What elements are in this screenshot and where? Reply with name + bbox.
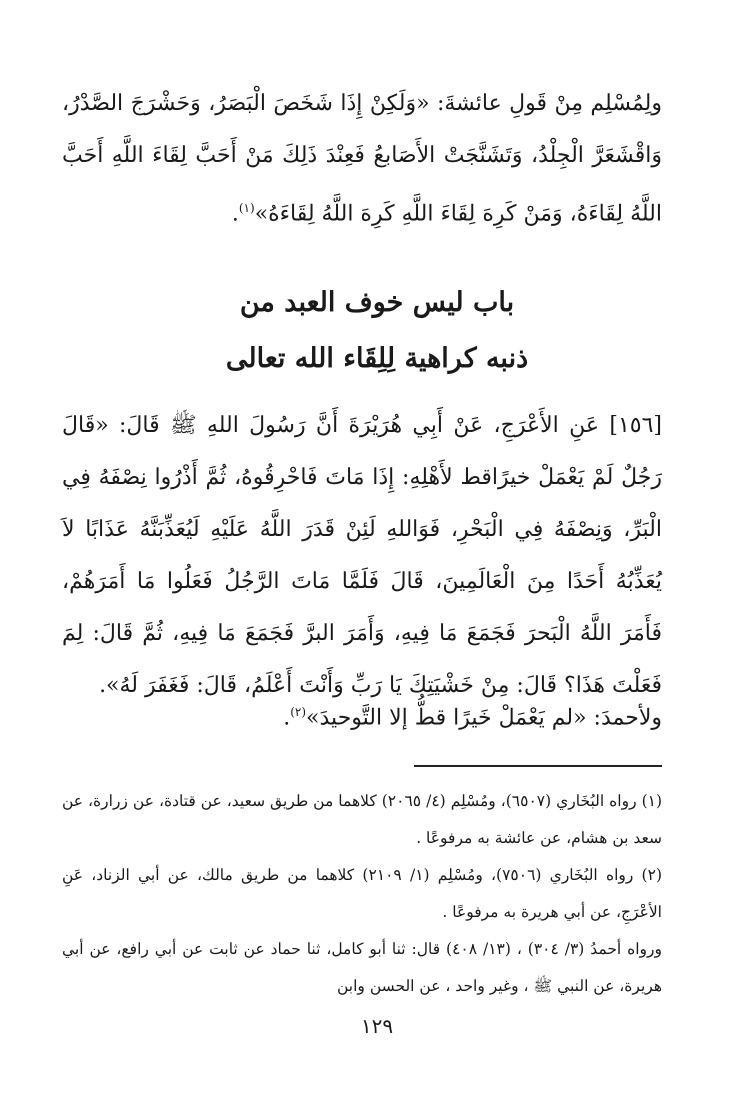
page-number: ١٢٩ bbox=[360, 1014, 394, 1038]
ahmad-text: ولأحمدَ: «لم يَعْمَلْ خَيرًا قطُّ إلا التَّوحيدَ» bbox=[306, 705, 662, 731]
footnote-separator bbox=[414, 765, 662, 767]
chapter-heading-line-2: ذنبه كراهية لِلِقَاء الله تعالى bbox=[225, 343, 529, 374]
muslim-aisha-text: ولِمُسْلِم مِنْ قَولِ عائشةَ: «وَلَكِنْ إِذَا شَخَصَ الْبَصَرُ، وَحَشْرَجَ الصَّدْرُ، وَاقْشَعَرَّ الْجِلْدُ، وَتَشَنَّجَتْ الأَصَابعُ فَعِنْدَ ذَلِكَ مَنْ أَحَبَّ لِقَاءَ اللَّهِ أَحَبَّ اللَّهُ لِقَاءَهُ، وَمَنْ كَرِهَ لِقَاءَ اللَّهِ كَرِهَ اللَّهُ لِقَاءَهُ» bbox=[62, 91, 662, 227]
footnote-3: ورواه أحمدُ (٣/ ٣٠٤) ، (١٣/ ٤٠٨) قال: ثنا أبو كامل، ثنا حماد عن ثابت عن أبي رافع، عن أبي هريرة، عن النبي ﷺ ، وغير واحد ، عن الحسن وابن bbox=[62, 940, 662, 995]
ahmad-paragraph: ولأحمدَ: «لم يَعْمَلْ خَيرًا قطُّ إلا التَّوحيدَ»$^{(٢)}$. bbox=[283, 705, 662, 731]
hadith-156-paragraph: [١٥٦] عَنِ الأَعْرَجِ، عَنْ أَبِي هُرَيْرَةَ أَنَّ رَسُولَ اللهِ ﷺ قَالَ: «قَالَ رَجُلٌ لَمْ يَعْمَلْ خيرًاقط لأَهْلِهِ: إِذَا مَاتَ فَاحْرِقُوهُ، ثُمَّ أَذْرُوا نِصْفَهُ فِي الْبَرِّ، وَنِصْفَهُ فِي الْبَحْرِ، فَوَاللهِ لَئِنْ قَدَرَ اللَّهُ عَلَيْهِ لَيُعَذِّبَنَّهُ عَذَابًا لاَ يُعَذِّبُهُ أَحَدًا مِنَ الْعَالَمِينَ، قَالَ فَلَمَّا مَاتَ الرَّجُلُ فَعَلُوا مَا أَمَرَهُمْ، فَأَمَرَ اللَّهُ الْبَحرَ فَجَمَعَ مَا فِيهِ، وَأَمَرَ البرَّ فَجَمَعَ مَا فِيهِ، ثُمَّ قَالَ: لِمَ فَعَلْتَ هَذَا؟ قَالَ: مِنْ خَشْيَتِكَ يَا رَبِّ وَأَنْتَ أَعْلَمُ، قَالَ: فَغَفَرَ لَهُ». bbox=[62, 413, 662, 698]
footnote-ref-2: (٢) bbox=[290, 705, 307, 719]
chapter-heading-line-1: باب ليس خوف العبد من bbox=[239, 287, 515, 318]
muslim-aisha-paragraph: ولِمُسْلِم مِنْ قَولِ عائشةَ: «وَلَكِنْ إِذَا شَخَصَ الْبَصَرُ، وَحَشْرَجَ الصَّدْرُ، وَاقْشَعَرَّ الْجِلْدُ، وَتَشَنَّجَتْ الأَصَابعُ فَعِنْدَ ذَلِكَ مَنْ أَحَبَّ لِقَاءَ اللَّهِ أَحَبَّ اللَّهُ لِقَاءَهُ، وَمَنْ كَرِهَ لِقَاءَ اللَّهِ كَرِهَ اللَّهُ لِقَاءَهُ»$^{(١)}$. bbox=[62, 91, 662, 227]
footnotes bbox=[62, 783, 662, 1005]
footnote-2: (٢) رواه البُخَاري (٧٥٠٦)، ومُسْلِم (١/ ٢١٠٩) كلاهما من طريق مالك، عن أبي الزناد، عَنِ الأعْرَجِ، عن أبي هريرة به مرفوعًا . bbox=[62, 866, 662, 921]
footnote-1: (١) رواه البُخَاري (٦٥٠٧)، ومُسْلِم (٤/ ٢٠٦٥) كلاهما من طريق سعيد، عن قتادة، عن زرارة، عن سعد بن هشام، عن عائشة به مرفوعًا . bbox=[62, 792, 663, 847]
footnote-ref-1: (١) bbox=[238, 201, 255, 215]
